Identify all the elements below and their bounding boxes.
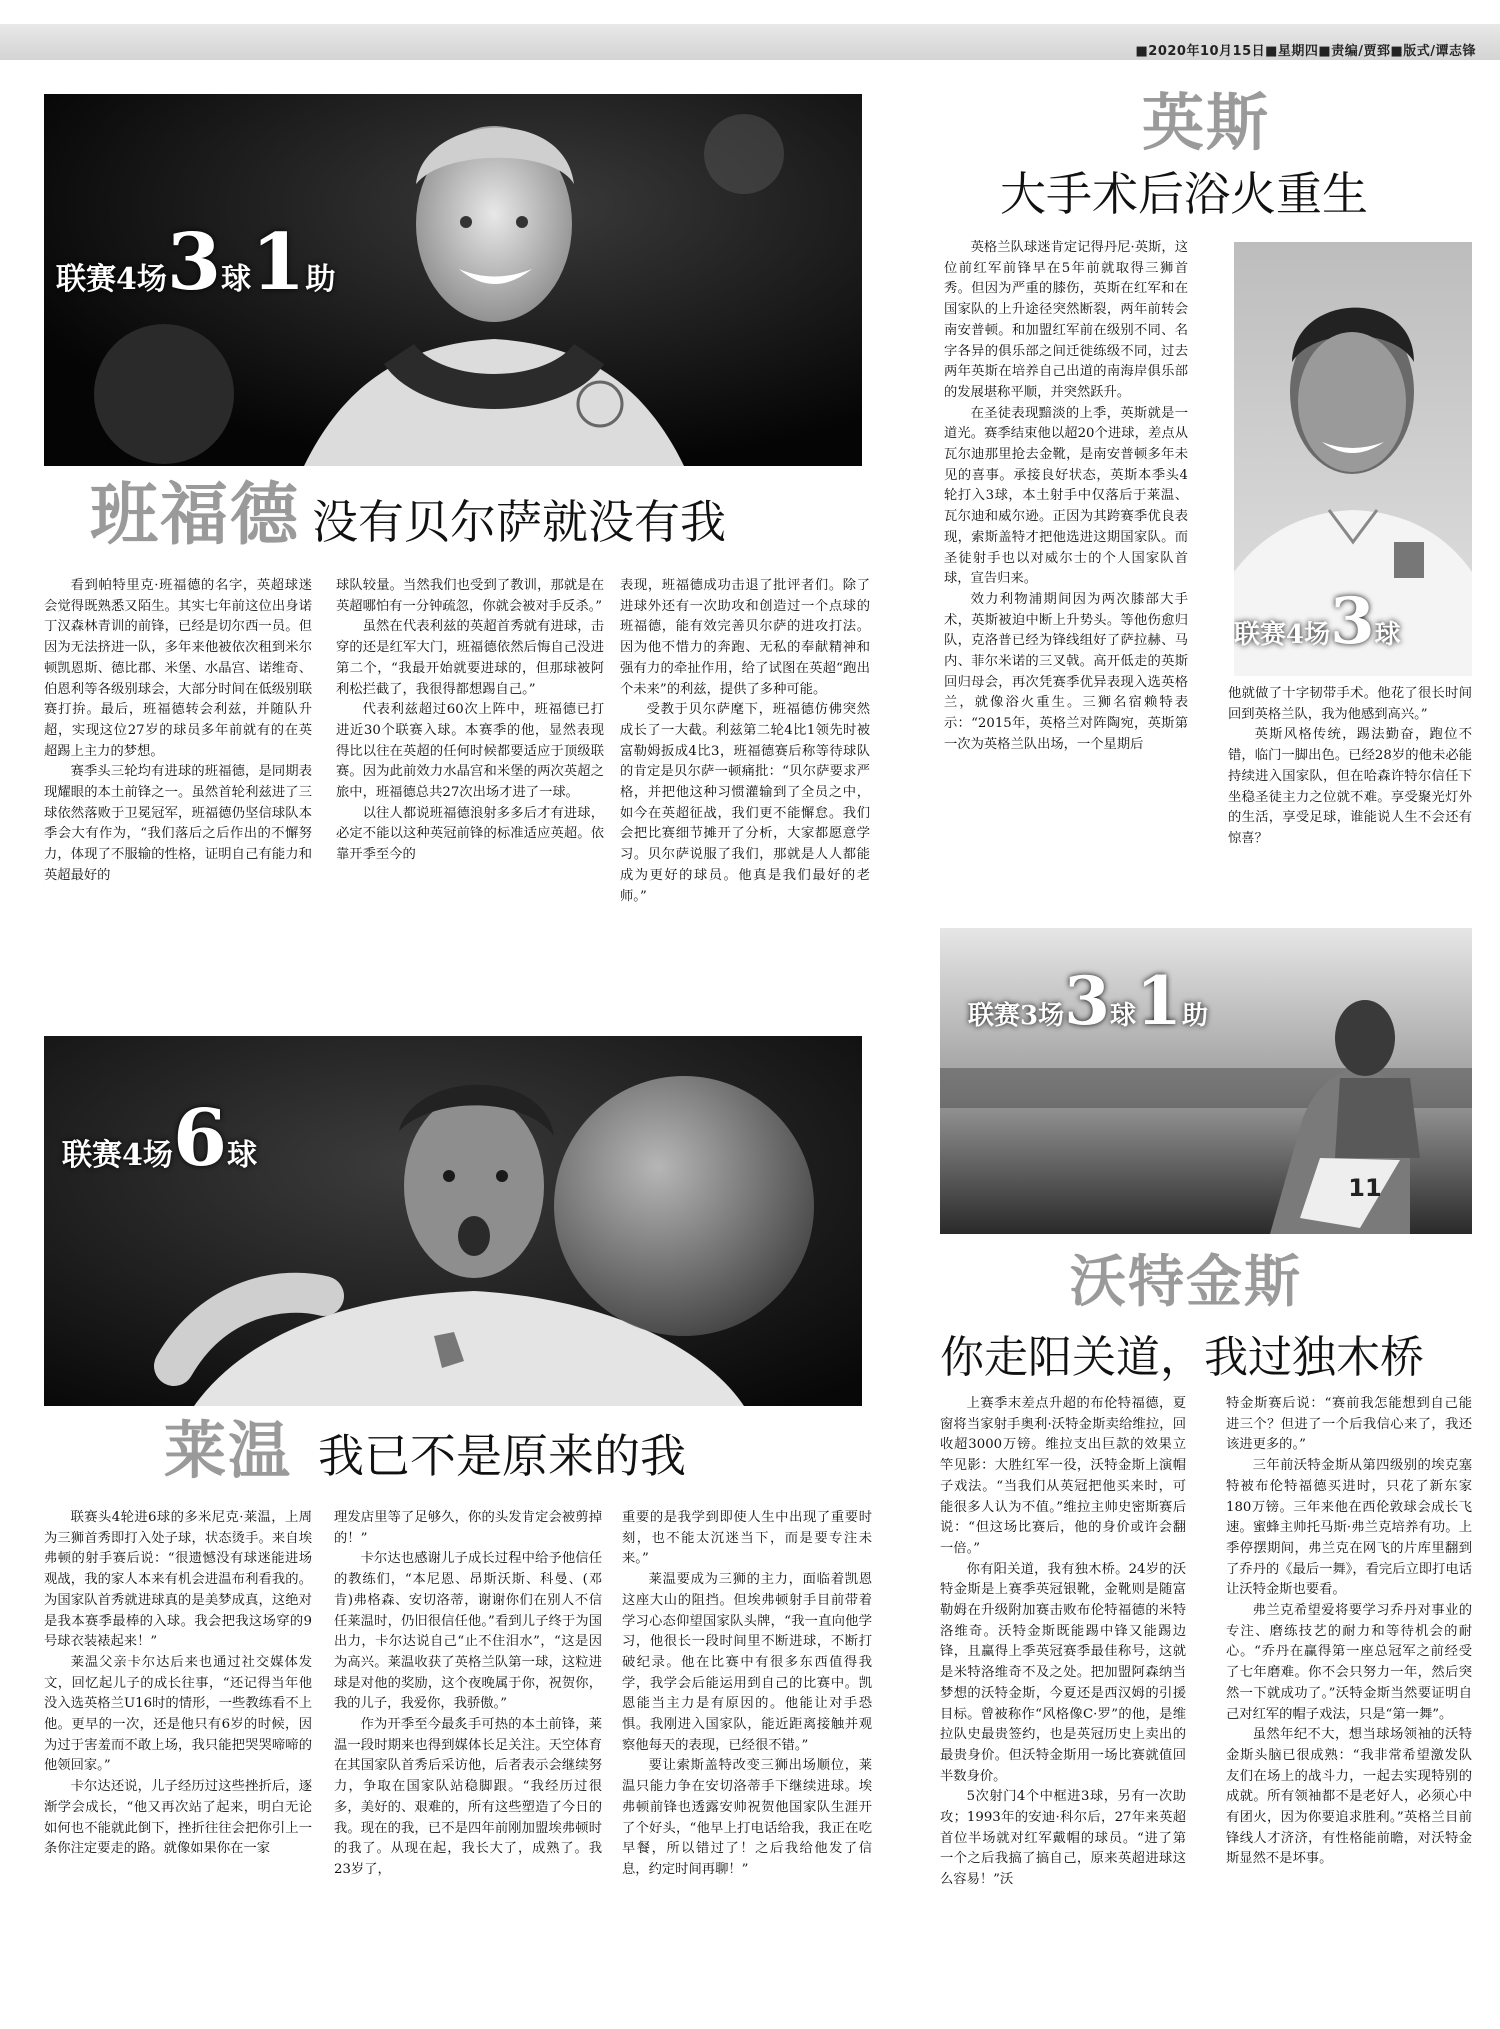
jersey-number: 11: [1348, 1174, 1382, 1202]
paragraph: 球队较量。当然我们也受到了教训，那就是在英超哪怕有一分钟疏忽，你就会被对手反杀。”: [336, 578, 604, 614]
bamford-headline-name: 班福德: [90, 476, 301, 555]
paragraph: 重要的是我学到即使人生中出现了重要时刻，也不能太沉迷当下，而是要专注未来。”: [622, 1510, 872, 1567]
bamford-article-col-1: [44, 576, 312, 976]
watkins-headline-subtitle: 你走阳关道，我过独木桥: [940, 1332, 1424, 1383]
paragraph: 卡尔达还说，儿子经历过这些挫折后，逐渐学会成长，“他又再次站了起来，明白无论如何也不能就此倒下，挫折往往会把你引上一条你注定要走的路。就像如果你在一家: [44, 1779, 312, 1857]
calvert-lewin-article-col-1: [44, 1508, 312, 2008]
paragraph: 代表利兹超过60次上阵中，班福德已打进近30个联赛入球。本赛季的他，显然表现得比以往在英超的任何时候都要适应于顶级联赛。因为此前效力水晶宫和米堡的两次英超之旅中，班福德总共27次出场才进了一球。: [336, 702, 604, 801]
bamford-article-col-2: [336, 576, 604, 976]
stat-text: 联赛3场: [968, 1001, 1065, 1031]
paragraph: 表现，班福德成功击退了批评者们。除了进球外还有一次助攻和创造过一个点球的班福德，能有效完善贝尔萨的进攻打法。因为他不惜力的奔跑、无私的奉献精神和强有力的牵扯作用，给了试图在英超“跑出个未来”的利兹，提供了多种可能。: [620, 578, 870, 697]
calvert-lewin-article-col-3: [622, 1508, 872, 2008]
paragraph: 效力利物浦期间因为两次膝部大手术，英斯被迫中断上升势头。等他伤愈归队，克洛普已经为锋线组好了萨拉赫、马内、菲尔米诺的三叉戟。高开低走的英斯回归母会，再次凭赛季优异表现入选英格兰，就像浴火重生。三狮名宿赖特表示：“2015年，英格兰对阵陶宛，英斯第一次为英格兰队出场，一个星期后: [944, 591, 1188, 752]
paragraph: 看到帕特里克·班福德的名字，英超球迷会觉得既熟悉又陌生。其实七年前这位出身诺丁汉森林青训的前锋，已经是切尔西一员。但因为无法挤进一队，多年来他被依次租到米尔顿凯恩斯、德比郡、米堡、水晶宫、诺维奇、伯恩利等各级别球会，大部分时间在低级别联赛打拚。最后，班福德转会利兹，并随队升超，实现这位27岁的球员多年前就有的在英超踢上主力的梦想。: [44, 578, 312, 759]
paragraph: 虽然在代表利兹的英超首秀就有进球，击穿的还是红军大门，班福德依然后悔自己没进第二个，“我最开始就要进球的，但那球被阿利松拦截了，我很得都想踢自己。”: [336, 619, 604, 697]
watkins-article-col-2: [1226, 1394, 1472, 2014]
calvert-lewin-stat-banner: [62, 1093, 258, 1184]
stat-text: 球: [1110, 1001, 1137, 1031]
bamford-stat-banner: [56, 217, 336, 308]
calvert-lewin-photo: [44, 1036, 862, 1406]
paragraph: 虽然年纪不大，想当球场领袖的沃特金斯头脑已很成熟：“我非常希望激发队友们在场上的战斗力，一起去实现特别的成就。所有领袖都不是老好人，必须心中有团火，因为你要追求胜利。”英格兰目前锋线人才济济，有性格能前瞻，对沃特金斯显然不是坏事。: [1226, 1727, 1472, 1867]
paragraph: 在圣徒表现黯淡的上季，英斯就是一道光。赛季结束他以超20个进球，差点从瓦尔迪那里抢去金靴，是南安普顿多年未见的喜事。承接良好状态，英斯本季头4轮打入3球，本土射手中仅落后于莱温、瓦尔迪和威尔逊。正因为其跨赛季优良表现，索斯盖特才把他选进这期国家队。而圣徒射手也以对威尔士的个人国家队首球，宣告归来。: [944, 405, 1188, 587]
paragraph: 赛季头三轮均有进球的班福德，是同期表现耀眼的本土前锋之一。虽然首轮利兹进了三球依然落败于卫冕冠军，班福德仍坚信球队本季会大有作为，“我们落后之后作出的不懈努力，体现了不服输的性格，证明自己有能力和英超最好的: [44, 764, 312, 883]
ings-headline-subtitle: 大手术后浴火重生: [1000, 167, 1368, 221]
ings-stat-banner: [1234, 584, 1401, 659]
stat-text: 联赛4场: [1234, 620, 1331, 650]
paragraph: 作为开季至今最炙手可热的本土前锋，莱温一段时期来也得到媒体长足关注。天空体育在其国家队首秀后采访他，后者表示会继续努力，争取在国家队站稳脚跟。“我经历过很多，美好的、艰难的，所有这些塑造了今日的我。现在的我，已不是四年前刚加盟埃弗顿时的我了。从现在起，我长大了，成熟了。我23岁了，: [334, 1717, 602, 1877]
paragraph: 联赛头4轮进6球的多米尼克·莱温，上周为三狮首秀即打入处子球，状态烫手。来自埃弗顿的射手赛后说：“很遗憾没有球迷能进场观战，我的家人本来有机会进温布利看我的。为国家队首秀就进球真的是美梦成真，这绝对是我本赛季最棒的入球。我会把我这场穿的9号球衣装裱起来！”: [44, 1510, 312, 1650]
watkins-photo: [940, 928, 1472, 1234]
stat-goals-number: 3: [1330, 584, 1375, 659]
stat-text: 助: [1181, 1001, 1208, 1031]
ings-photo: [1234, 242, 1472, 676]
paragraph: 弗兰克希望爱将要学习乔丹对事业的专注、磨练技艺的耐力和等待机会的耐心。“乔丹在赢得第一座总冠军之前经受了七年磨难。你不会只努力一年，然后突然一下就成功了。”沃特金斯当然要证明自己对红军的帽子戏法，只是“第一舞”。: [1226, 1603, 1472, 1722]
paragraph: 要让索斯盖特改变三狮出场顺位，莱温只能力争在安切洛蒂手下继续进球。埃弗顿前锋也透露安帅祝贺他国家队生涯开了个好头，“他早上打电话给我，我正在吃早餐，所以错过了！之后我给他发了信息，约定时间再聊！”: [622, 1758, 872, 1877]
calvert-lewin-headline-subtitle: 我已不是原来的我: [318, 1429, 686, 1483]
paragraph: 你有阳关道，我有独木桥。24岁的沃特金斯是上赛季英冠银靴，金靴则是随富勒姆在升级附加赛击败布伦特福德的米特洛维奇。沃特金斯既能踢中锋又能踢边锋，且赢得上季英冠赛季最佳称号，这就是米特洛维奇不及之处。把加盟阿森纳当梦想的沃特金斯，今夏还是西汉姆的引援目标。曾被称作“风格像C·罗”的他，是维拉队史最贵签约，也是英冠历史上卖出的最贵身价。但沃特金斯用一场比赛就值回半数身价。: [940, 1561, 1186, 1784]
stat-text: 球: [227, 1138, 258, 1173]
paragraph: 莱温要成为三狮的主力，面临着凯恩这座大山的阻挡。但埃弗顿射手目前带着学习心态仰望国家队头牌，“我一直向他学习，他很长一段时间里不断进球，不断打破纪录。他在比赛中有很多东西值得我学，我学会后能运用到自己的比赛中。凯恩能当主力是有原因的。他能让对手恐惧。我刚进入国家队，能近距离接触并观察他每天的表现，已经很不错。”: [622, 1572, 872, 1753]
ings-article-col-1: [944, 238, 1188, 890]
paragraph: 5次射门4个中框进3球，另有一次助攻；1993年的安迪·科尔后，27年来英超首位半场就对红军戴帽的球员。“进了第一个之后我搞了搞自己，原来英超进球这么容易！”沃: [940, 1789, 1186, 1888]
watkins-headline-name: 沃特金斯: [1070, 1250, 1302, 1315]
paragraph: 理发店里等了足够久，你的头发肯定会被剪掉的！”: [334, 1510, 602, 1546]
paragraph: 莱温父亲卡尔达后来也通过社交媒体发文，回忆起儿子的成长往事，“还记得当年他没入选英格兰U16时的情形，一些教练看不上他。更早的一次，还是他只有6岁的时候，因为过于害羞而不敢上场，我只能把哭哭啼啼的他领回家。”: [44, 1654, 312, 1774]
stat-goals-number: 6: [172, 1093, 228, 1184]
paragraph: 卡尔达也感谢儿子成长过程中给予他信任的教练们，“本尼恩、昂斯沃斯、科曼、(邓肯)弗格森、安切洛蒂，谢谢你们在别人不信任莱温时，仍旧很信任他。”看到儿子终于为国出力，卡尔达说自己“止不住泪水”，“这是因为高兴。莱温收获了英格兰队第一球，这粒进球是对他的奖励，这个夜晚属于你，祝贺你，我的儿子，我爱你，我骄傲。”: [334, 1551, 602, 1712]
stat-goals-number: 3: [1064, 962, 1111, 1040]
paragraph: 特金斯赛后说：“赛前我怎能想到自己能进三个？但进了一个后我信心来了，我还该进更多的。”: [1226, 1396, 1472, 1453]
stat-assists-number: 1: [251, 217, 306, 308]
paragraph: 三年前沃特金斯从第四级别的埃克塞特被布伦特福德买进时，只花了新东家180万镑。三年来他在西伦敦球会成长飞速。蜜蜂主帅托马斯·弗兰克培养有功。上季停摆期间，弗兰克在网飞的片库里翻到了乔丹的《最后一舞》，看完后立即打电话让沃特金斯也要看。: [1226, 1458, 1472, 1598]
stat-text: 球: [1374, 620, 1401, 650]
calvert-lewin-headline-name: 莱温: [164, 1414, 293, 1487]
watkins-stat-banner: [968, 962, 1208, 1040]
paragraph: 受教于贝尔萨麾下，班福德仿佛突然成长了一大截。利兹第二轮4比1领先时被富勒姆扳成4比3，班福德赛后称等待球队的肯定是贝尔萨一顿痛批：“贝尔萨要求严格，并把他这种习惯灌输到了全员之中，如今在英超征战，我们更不能懈怠。我们会把比赛细节摊开了分析，大家都愿意学习。贝尔萨说服了我们，那就是人人都能成为更好的球员。他真是我们最好的老师。”: [620, 702, 870, 904]
watkins-article-col-1: [940, 1394, 1186, 2014]
ings-article-col-2: [1228, 684, 1472, 894]
stat-text: 球: [221, 262, 252, 297]
paragraph: 英格兰队球迷肯定记得丹尼·英斯，这位前红军前锋早在5年前就取得三狮首秀。但因为严重的膝伤，英斯在红军和在国家队的上升途径突然断裂，两年前转会南安普顿。和加盟红军前在级别不同、名字各异的俱乐部之间迁徙练级不同，过去两年英斯在培养自己出道的南海岸俱乐部的发展堪称平顺，并突然跃升。: [944, 240, 1188, 400]
paragraph: 上赛季末差点升超的布伦特福德，夏窗将当家射手奥利·沃特金斯卖给维拉，回收超3000万镑。维拉支出巨款的效果立竿见影：大胜红军一役，沃特金斯上演帽子戏法。“当我们从英冠把他买来时，可能很多人认为不值。”维拉主帅史密斯赛后说：“但这场比赛后，他的身价或许会翻一倍。”: [940, 1396, 1186, 1556]
paragraph: 他就做了十字韧带手术。他花了很长时间回到英格兰队，我为他感到高兴。”: [1228, 686, 1472, 722]
bamford-article-col-3: [620, 576, 870, 976]
bamford-photo: [44, 94, 862, 466]
calvert-lewin-article-col-2: [334, 1508, 602, 2008]
stat-text: 助: [305, 262, 336, 297]
stat-goals-number: 3: [166, 217, 222, 308]
stat-text: 联赛4场: [62, 1138, 173, 1173]
bamford-headline-subtitle: 没有贝尔萨就没有我: [312, 495, 726, 549]
ings-headline-name: 英斯: [1142, 86, 1271, 159]
stat-assists-number: 1: [1136, 962, 1182, 1040]
paragraph: 以往人都说班福德浪射多多后才有进球，必定不能以这种英冠前锋的标准适应英超。依靠开季至今的: [336, 805, 604, 863]
stat-text: 联赛4场: [56, 262, 167, 297]
page-header-info: ■2020年10月15日■星期四■责编/贾郅■版式/谭志锋: [1135, 44, 1476, 59]
paragraph: 英斯风格传统，踢法勤奋，跑位不错，临门一脚出色。已经28岁的他未必能持续进入国家队，但在哈森许特尔信任下坐稳圣徒主力之位就不难。享受聚光灯外的生活，享受足球，谁能说人生不会还有惊喜？: [1228, 727, 1472, 846]
